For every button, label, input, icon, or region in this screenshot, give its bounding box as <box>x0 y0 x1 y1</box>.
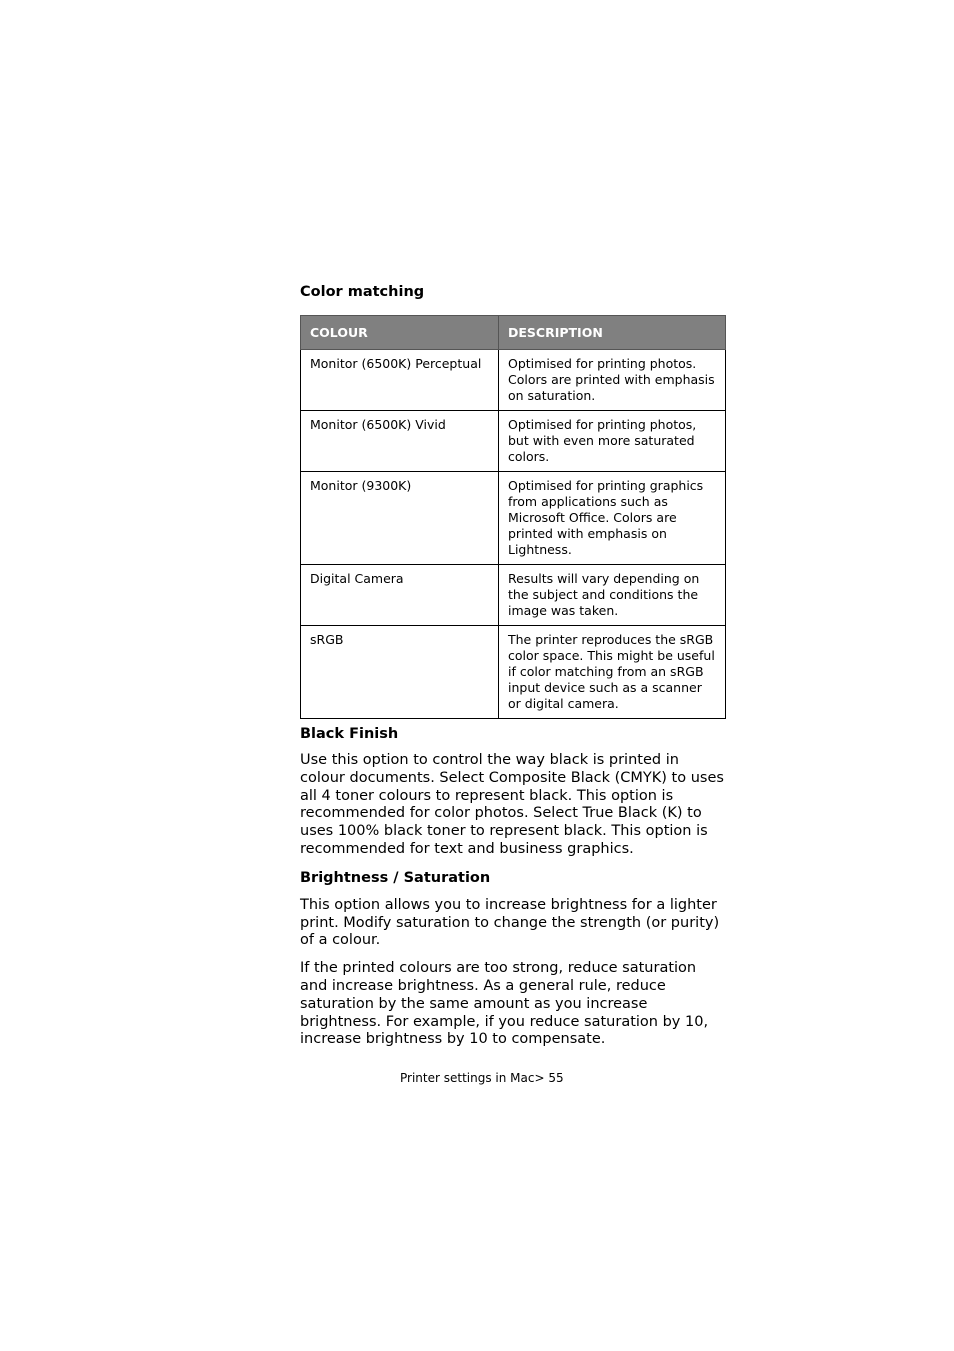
brightness-paragraph-1: This option allows you to increase brightness for a lighter print. Modify saturation to change the strength (or purity) of a colour. <box>300 896 720 949</box>
table-row <box>301 350 726 411</box>
page-footer: Printer settings in Mac> 55 <box>400 1071 564 1085</box>
cell-colour: Monitor (6500K) Vivid <box>301 411 499 472</box>
section-heading-black-finish: Black Finish <box>300 726 399 742</box>
column-header-colour: COLOUR <box>301 316 499 350</box>
cell-colour: sRGB <box>301 626 499 719</box>
table-row <box>301 626 726 719</box>
cell-colour: Digital Camera <box>301 565 499 626</box>
cell-description: Optimised for printing photos. Colors are printed with emphasis on saturation. <box>499 350 726 411</box>
cell-description: The printer reproduces the sRGB color space. This might be useful if color matching from an sRGB input device such as a scanner or digital camera. <box>499 626 726 719</box>
column-header-description: DESCRIPTION <box>499 316 726 350</box>
table-row <box>301 411 726 472</box>
cell-colour: Monitor (9300K) <box>301 472 499 565</box>
cell-description: Optimised for printing graphics from applications such as Microsoft Office. Colors are printed with emphasis on Lightness. <box>499 472 726 565</box>
color-matching-table <box>300 315 726 719</box>
page-content <box>300 283 725 1059</box>
table-header-row <box>301 316 726 350</box>
section-heading-brightness-saturation: Brightness / Saturation <box>300 869 491 886</box>
table-row <box>301 472 726 565</box>
cell-description: Optimised for printing photos, but with even more saturated colors. <box>499 411 726 472</box>
black-finish-paragraph: Use this option to control the way black is printed in colour documents. Select Composite Black (CMYK) to uses all 4 toner colours to represent black. This option is recommended for color photos. Select True Black (K) to uses 100% black toner to represent black. This option is recommended for text and business graphics. <box>300 752 724 857</box>
table-row <box>301 565 726 626</box>
cell-description: Results will vary depending on the subject and conditions the image was taken. <box>499 565 726 626</box>
section-heading-color-matching: Color matching <box>300 284 425 300</box>
cell-colour: Monitor (6500K) Perceptual <box>301 350 499 411</box>
brightness-paragraph-2: If the printed colours are too strong, reduce saturation and increase brightness. As a general rule, reduce saturation by the same amount as you increase brightness. For example, if you reduce saturation by 10, increase brightness by 10 to compensate. <box>300 960 709 1048</box>
